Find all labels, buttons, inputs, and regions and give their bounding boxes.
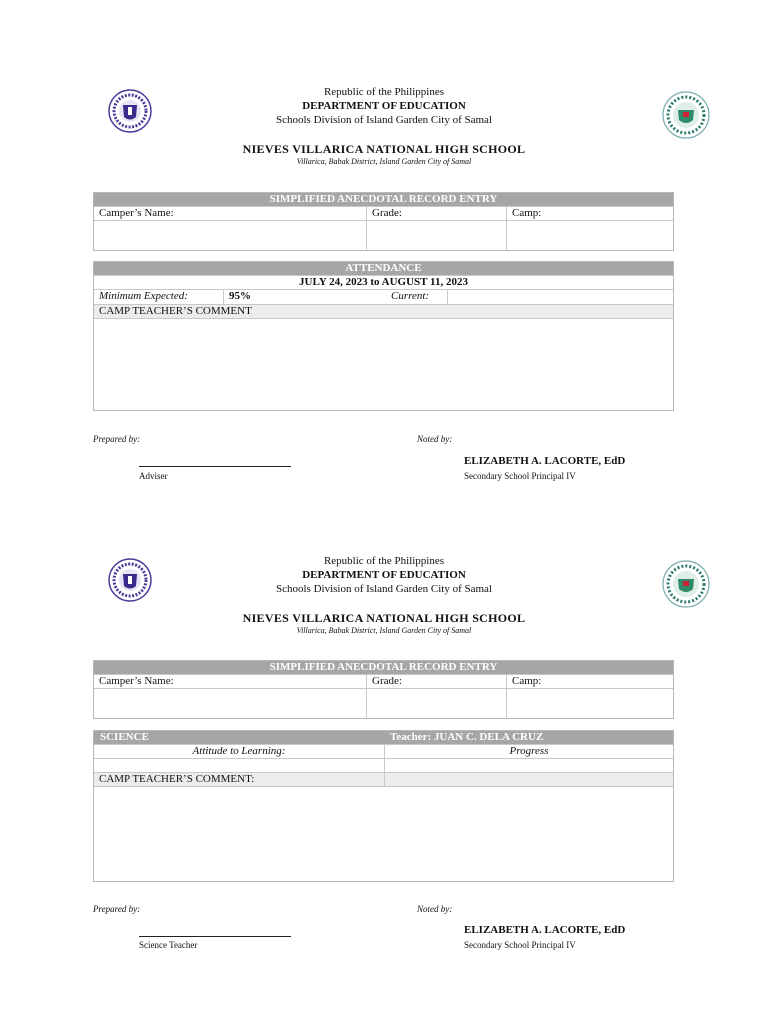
attitude-label: Attitude to Learning: xyxy=(192,745,286,757)
grade-label: Grade: xyxy=(366,207,506,220)
grade-label: Grade: xyxy=(366,675,506,688)
record-entry-title: SIMPLIFIED ANECDOTAL RECORD ENTRY xyxy=(94,193,673,206)
campers-name-label: Camper’s Name: xyxy=(99,207,174,219)
republic-line: Republic of the Philippines xyxy=(323,555,445,567)
record-entry-label-row xyxy=(94,206,673,220)
progress-label: Progress xyxy=(384,745,673,758)
date-range-text: JULY 24, 2023 to AUGUST 11, 2023 xyxy=(299,276,468,288)
comment-header-row xyxy=(94,304,673,318)
comment-field[interactable] xyxy=(94,786,673,879)
attitude-header-row xyxy=(94,744,673,758)
camp-label: Camp: xyxy=(506,207,673,220)
record-entry-table xyxy=(93,192,674,251)
record-entry-table xyxy=(93,660,674,719)
attitude-value-row xyxy=(94,758,673,772)
principal-name: ELIZABETH A. LACORTE, EdD xyxy=(464,455,626,467)
signature-line xyxy=(139,466,291,467)
principal-title: Secondary School Principal IV xyxy=(464,471,576,481)
adviser-role: Adviser xyxy=(139,471,168,481)
principal-title: Secondary School Principal IV xyxy=(464,940,576,950)
department-line: DEPARTMENT OF EDUCATION xyxy=(302,100,466,112)
department-line: DEPARTMENT OF EDUCATION xyxy=(302,569,466,581)
min-expected-value: 95% xyxy=(223,290,386,304)
record-entry-title: SIMPLIFIED ANECDOTAL RECORD ENTRY xyxy=(94,661,673,674)
min-expected-label: Minimum Expected: xyxy=(99,290,188,302)
camp-label: Camp: xyxy=(506,675,673,688)
signature-line xyxy=(139,936,291,937)
comment-field[interactable] xyxy=(94,318,673,409)
record-entry-label-row xyxy=(94,674,673,688)
science-header-bar xyxy=(94,731,673,744)
grade-field[interactable] xyxy=(366,689,506,718)
division-line: Schools Division of Island Garden City of Samal xyxy=(275,583,492,595)
teacher-label: Teacher: JUAN C. DELA CRUZ xyxy=(390,731,544,743)
current-label: Current: xyxy=(391,290,430,302)
progress-field[interactable] xyxy=(384,759,673,772)
prepared-by-label: Prepared by: xyxy=(93,904,141,914)
comment-header-row xyxy=(94,772,673,786)
record-entry-value-row xyxy=(94,688,673,718)
date-range xyxy=(94,275,673,289)
republic-line: Republic of the Philippines xyxy=(323,86,445,98)
camp-teacher-comment-label: CAMP TEACHER’S COMMENT xyxy=(99,305,252,317)
science-teacher-role: Science Teacher xyxy=(139,940,198,950)
camp-field[interactable] xyxy=(506,689,673,718)
school-name: NIEVES VILLARICA NATIONAL HIGH SCHOOL xyxy=(242,611,526,625)
noted-by-label: Noted by: xyxy=(417,434,453,444)
noted-by-label: Noted by: xyxy=(417,904,453,914)
record-entry-value-row xyxy=(94,220,673,250)
comment-extra-cell xyxy=(384,773,673,786)
attendance-row xyxy=(94,289,673,304)
attendance-title: ATTENDANCE xyxy=(94,262,673,275)
subject-label: SCIENCE xyxy=(100,731,149,743)
science-table xyxy=(93,730,674,882)
campers-name-field[interactable] xyxy=(94,689,366,718)
school-name: NIEVES VILLARICA NATIONAL HIGH SCHOOL xyxy=(242,142,526,156)
school-address: Villarica, Babak District, Island Garden City of Samal xyxy=(296,157,472,166)
school-address: Villarica, Babak District, Island Garden City of Samal xyxy=(296,626,472,635)
camp-field[interactable] xyxy=(506,221,673,250)
principal-name: ELIZABETH A. LACORTE, EdD xyxy=(464,924,626,936)
division-line: Schools Division of Island Garden City of Samal xyxy=(275,114,492,126)
campers-name-label: Camper’s Name: xyxy=(99,675,174,687)
attitude-field[interactable] xyxy=(94,759,384,772)
camp-teacher-comment-label: CAMP TEACHER’S COMMENT: xyxy=(99,773,255,785)
campers-name-field[interactable] xyxy=(94,221,366,250)
attendance-table xyxy=(93,261,674,411)
prepared-by-label: Prepared by: xyxy=(93,434,141,444)
current-field[interactable] xyxy=(447,290,673,304)
grade-field[interactable] xyxy=(366,221,506,250)
